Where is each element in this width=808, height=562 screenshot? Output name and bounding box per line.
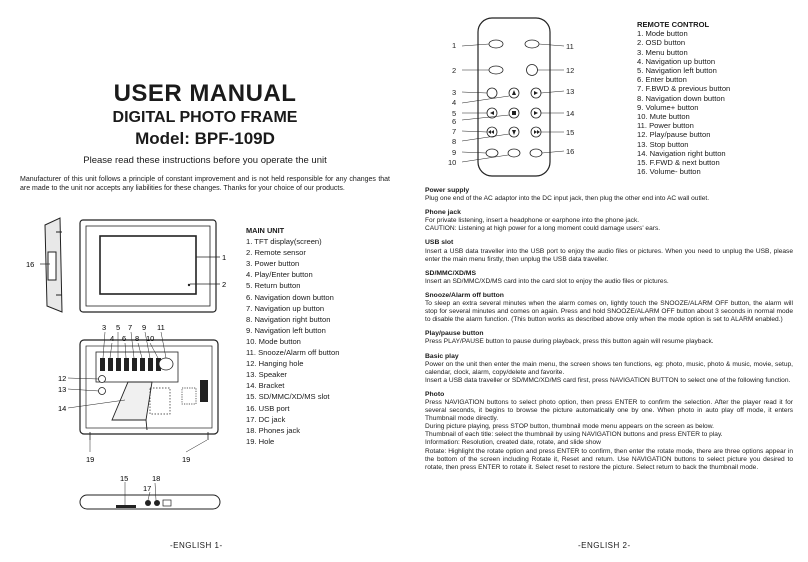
section-heading: USB slot: [425, 239, 454, 247]
model-number: Model: BPF-109D: [135, 129, 275, 148]
label-2-front: 2: [222, 280, 227, 289]
remote-control-item-14: 14. Navigation right button: [637, 148, 726, 158]
main-unit-item-8: 8. Navigation right button: [246, 314, 331, 324]
section-heading: Phone jack: [425, 209, 461, 217]
label-16-side: 16: [26, 260, 35, 269]
label-13-back: 13: [58, 385, 67, 394]
section-photo: [425, 391, 793, 472]
remote-control-item-16: 16. Volume- button: [637, 167, 701, 177]
label-8-back: 8: [135, 334, 140, 343]
section-sd-mmc-xd-ms: [425, 270, 793, 286]
remote-control-item-13: 13. Stop button: [637, 139, 689, 149]
label-6-back: 6: [122, 334, 127, 343]
remote-control-items: [637, 29, 802, 176]
remote-label-11: 11: [566, 42, 574, 51]
main-unit-item-12: 12. Hanging hole: [246, 359, 304, 369]
remote-control-item-1: 1. Mode button: [637, 29, 688, 39]
main-unit-item-5: 5. Return button: [246, 281, 301, 291]
main-unit-item-7: 7. Navigation up button: [246, 303, 325, 313]
main-unit-item-1: 1. TFT display(screen): [246, 237, 322, 247]
main-unit-item-4: 4. Play/Enter button: [246, 270, 313, 280]
section-body: Power on the unit then enter the main menu, the screen shows ten functions, eg: photo, music, photo & music, movie, setup, calendar, clock, alarm, copy/delete and favorite. Insert a USB data traveller or SD/MMC/XD/MS card first, press NAVIGATION BUTTON to select one of the following function.: [425, 360, 793, 384]
remote-label-8: 8: [452, 137, 457, 146]
section-body: Press NAVIGATION buttons to select photo option, then press ENTER to confirm the selection. After the player read it for several seconds, it begins to browse the picture automatically one by one. When photo in auto play off mode, it enters Thumbnail mode directly. During picture playing, press STOP button, thumbnail mode menu appears on the screen as below. Thumbnail of each title: select the thumbnail by using NAVIGATION buttons and press ENTER to play. Information: Resolution, created date, rotate, and slide show Rotate: Highlight the rotate option and press ENTER to confirm, then enter the rotate mode, there are three options appear in the bottom of the screen including Rotate it, Reset and return. Use NAVIGATION buttons to select picture you desired to rotate, then press ENTER to rotate it. Select reset to restore the picture. Select return to back the thumbnail mode.: [425, 398, 793, 471]
label-4-back: 4: [110, 334, 115, 343]
remote-label-3: 3: [452, 88, 457, 97]
main-unit-item-10: 10. Mode button: [246, 336, 301, 346]
main-unit-heading: MAIN UNIT: [246, 226, 285, 235]
remote-control-item-10: 10. Mute button: [637, 112, 690, 122]
label-18-bottom: 18: [152, 474, 161, 483]
remote-label-4: 4: [452, 98, 457, 107]
remote-label-2: 2: [452, 66, 457, 75]
label-19b-back: 19: [182, 455, 191, 464]
remote-control-list: [637, 20, 802, 176]
manufacturer-note: Manufacturer of this unit follows a principle of constant improvement and is not held responsible for any changes that are made to the unit nor accepts any liabilities for these changes. Thanks for your choice of our products.: [20, 176, 390, 192]
section-usb-slot: [425, 239, 793, 263]
main-unit-item-6: 6. Navigation down button: [246, 292, 334, 302]
manual-title: USER MANUAL: [113, 80, 297, 107]
section-heading: SD/MMC/XD/MS: [425, 269, 476, 277]
main-unit-item-3: 3. Power button: [246, 259, 300, 269]
label-11-back: 11: [157, 323, 165, 332]
remote-label-13: 13: [566, 87, 575, 96]
remote-control-item-7: 7. F.BWD & previous button: [637, 84, 731, 94]
remote-control-item-2: 2. OSD button: [637, 38, 686, 48]
instruction-sections: [425, 187, 793, 478]
section-heading: Play/pause button: [425, 330, 484, 338]
remote-label-1: 1: [452, 41, 457, 50]
remote-label-14: 14: [566, 109, 575, 118]
remote-label-6: 6: [452, 117, 457, 126]
remote-control-item-4: 4. Navigation up button: [637, 56, 716, 66]
section-power-supply: [425, 187, 793, 203]
product-subtitle: DIGITAL PHOTO FRAME: [112, 109, 298, 126]
label-5-back: 5: [116, 323, 121, 332]
section-heading: Snooze/Alarm off button: [425, 291, 504, 299]
section-body: To sleep an extra several minutes when the alarm comes on, lightly touch the SNOOZE/ALARM OFF button, the alarm will stop for several minutes and comes on again. Press and hold SNOOZE/ALARM OFF button about 3 seconds in normal mode to disable the alarm function. (This button works as described above only when the mode option is set to ALARM enabled.): [425, 300, 793, 324]
label-9-back: 9: [142, 323, 147, 332]
remote-control-item-15: 15. F.FWD & next button: [637, 158, 720, 168]
section-body: Insert a USB data traveller into the USB port to enjoy the audio files or pictures. When you need to unplug the USB, please enter the main menu firstly, then unplug the USB data traveller.: [425, 247, 793, 263]
label-1-front: 1: [222, 253, 227, 262]
remote-control-item-5: 5. Navigation left button: [637, 66, 717, 76]
label-7-back: 7: [128, 323, 133, 332]
remote-control-diagram: [440, 12, 590, 182]
remote-label-9: 9: [452, 148, 457, 157]
remote-control-heading: REMOTE CONTROL: [637, 20, 710, 29]
label-14-back: 14: [58, 404, 67, 413]
section-body: For private listening, insert a headphone or earphone into the phone jack. CAUTION: Listening at high power for a long moment could damage users' ears.: [425, 217, 661, 233]
section-play-pause-button: [425, 330, 793, 346]
main-unit-item-19: 19. Hole: [246, 436, 275, 446]
remote-label-10: 10: [448, 158, 457, 167]
main-unit-item-17: 17. DC jack: [246, 414, 286, 424]
section-body: Plug one end of the AC adaptor into the DC input jack, then plug the other end into AC wall outlet.: [425, 195, 710, 203]
remote-label-7: 7: [452, 127, 457, 136]
section-body: Press PLAY/PAUSE button to pause during playback, press this button again will resume playback.: [425, 338, 714, 346]
label-15-bottom: 15: [120, 474, 129, 483]
main-unit-item-2: 2. Remote sensor: [246, 248, 306, 258]
operation-notice: Please read these instructions before you operate the unit: [83, 155, 327, 166]
section-phone-jack: [425, 209, 793, 233]
section-heading: Photo: [425, 390, 445, 398]
remote-control-item-12: 12. Play/pause button: [637, 130, 711, 140]
footer-page-2: -ENGLISH 2-: [578, 541, 631, 550]
remote-label-15: 15: [566, 128, 575, 137]
main-unit-item-18: 18. Phones jack: [246, 425, 301, 435]
label-19a-back: 19: [86, 455, 95, 464]
remote-control-item-6: 6. Enter button: [637, 75, 687, 85]
remote-label-12: 12: [566, 66, 575, 75]
remote-control-item-9: 9. Volume+ button: [637, 102, 699, 112]
remote-label-16: 16: [566, 147, 575, 156]
remote-control-item-8: 8. Navigation down button: [637, 93, 725, 103]
label-3-back: 3: [102, 323, 107, 332]
section-heading: Power supply: [425, 187, 470, 194]
main-unit-item-15: 15. SD/MMC/XD/MS slot: [246, 392, 330, 402]
section-snooze-alarm-off-button: [425, 292, 793, 324]
main-unit-item-13: 13. Speaker: [246, 370, 287, 380]
main-unit-diagram: [0, 0, 400, 540]
remote-control-item-3: 3. Menu button: [637, 47, 688, 57]
main-unit-item-11: 11. Snooze/Alarm off button: [246, 348, 340, 358]
side-view-illustration: [45, 218, 62, 312]
section-body: Insert an SD/MMC/XD/MS card into the card slot to enjoy the audio files or pictures.: [425, 277, 669, 285]
footer-page-1: -ENGLISH 1-: [170, 541, 223, 550]
section-heading: Basic play: [425, 352, 459, 360]
label-10-back: 10: [146, 334, 155, 343]
section-basic-play: [425, 353, 793, 385]
label-12-back: 12: [58, 374, 67, 383]
main-unit-item-14: 14. Bracket: [246, 381, 285, 391]
front-view-illustration: [80, 220, 216, 312]
back-view-illustration: [80, 340, 218, 440]
main-unit-item-9: 9. Navigation left button: [246, 325, 326, 335]
bottom-view-illustration: [80, 495, 220, 509]
remote-label-5: 5: [452, 109, 457, 118]
label-17-bottom: 17: [143, 484, 152, 493]
main-unit-item-16: 16. USB port: [246, 403, 290, 413]
remote-control-item-11: 11. Power button: [637, 121, 694, 131]
